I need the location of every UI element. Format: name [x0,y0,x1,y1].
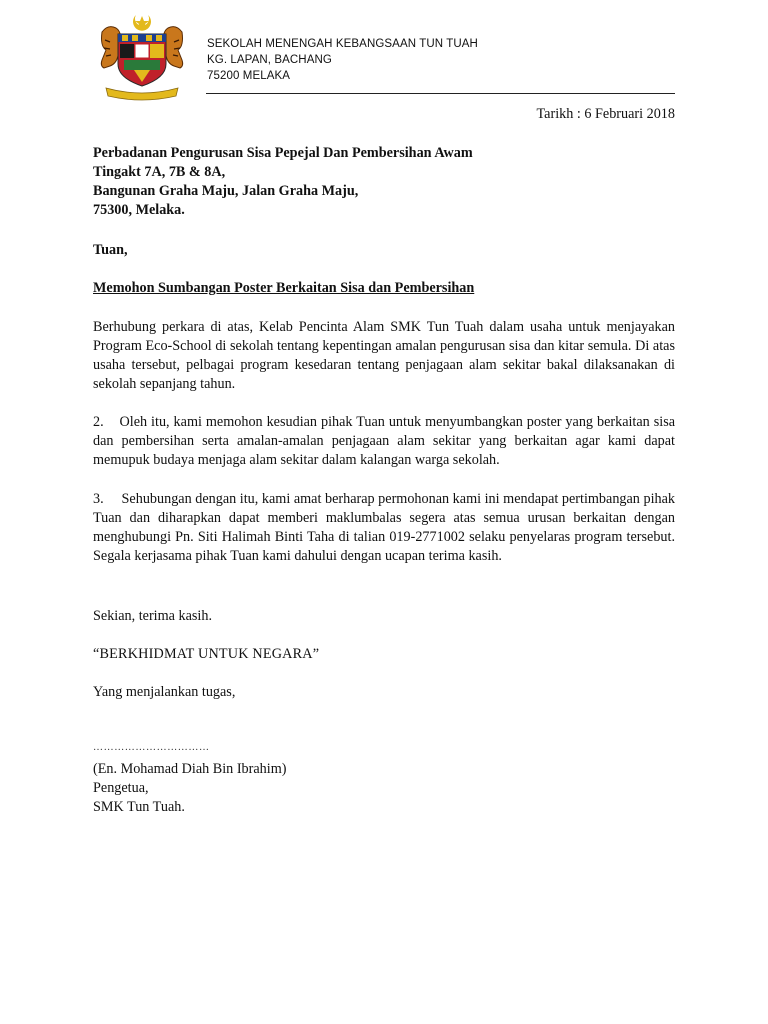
school-address-line1: KG. LAPAN, BACHANG [207,54,332,66]
closing-remark: Sekian, terima kasih. [93,608,212,624]
recipient-line: Perbadanan Pengurusan Sisa Pepejal Dan Pembersihan Awam [93,145,473,161]
paragraph-text: Oleh itu, kami memohon kesudian pihak Tuan untuk menyumbangkan poster yang berkaitan sisa dan pembersihan serta amalan-amalan penjagaan alam sekitar yang berkaitan agar kami dapat memupuk budaya menjaga alam sekitar dalam kalangan warga sekolah. [93,414,676,468]
signatory-name: (En. Mohamad Diah Bin Ibrahim) [93,761,287,777]
school-address-line2: 75200 MELAKA [207,70,291,82]
recipient-address [93,144,473,220]
signatory-block [93,760,286,817]
signatory-title: Pengetua, [93,780,149,796]
recipient-line: Bangunan Graha Maju, Jalan Graha Maju, [93,183,359,199]
signatory-organisation: SMK Tun Tuah. [93,799,185,815]
duty-line: Yang menjalankan tugas, [93,684,236,700]
body-paragraph-2 [93,413,675,470]
salutation: Tuan, [93,242,128,258]
malaysia-coat-of-arms-icon [92,12,192,104]
paragraph-number: 3. [93,491,104,507]
recipient-line: Tingakt 7A, 7B & 8A, [93,164,226,180]
body-paragraph-1: Berhubung perkara di atas, Kelab Pencinta Alam SMK Tun Tuah dalam usaha untuk menjayakan Program Eco-School di sekolah tentang kepentingan amalan pengurusan sisa dan kitar semula. Di atas usaha tersebut, pelbagai program kesedaran tentang penjagaan alam sekitar bakal dilaksanakan di sekolah sepanjang tahun. [93,319,675,392]
service-motto: “BERKHIDMAT UNTUK NEGARA” [93,646,320,662]
paragraph-number: 2. [93,414,104,430]
letterhead-divider [206,93,675,94]
school-letterhead [207,36,478,84]
letter-date: Tarikh : 6 Februari 2018 [536,106,675,122]
school-name: SEKOLAH MENENGAH KEBANGSAAN TUN TUAH [207,38,478,50]
letter-subject: Memohon Sumbangan Poster Berkaitan Sisa dan Pembersihan [93,280,475,296]
recipient-line: 75300, Melaka. [93,202,185,218]
signature-line: …………………………… [93,742,210,753]
body-paragraph-3 [93,490,675,566]
paragraph-text: Sehubungan dengan itu, kami amat berharap permohonan kami ini mendapat pertimbangan pihak Tuan dan diharapkan dapat memberi maklumbalas segera atas semua urusan berkaitan dengan menghubungi Pn. Siti Halimah Binti Taha di talian 019-2771002 selaku penyelaras program tersebut. Segala kerjasama pihak Tuan kami dahului dengan ucapan terima kasih. [93,491,675,564]
